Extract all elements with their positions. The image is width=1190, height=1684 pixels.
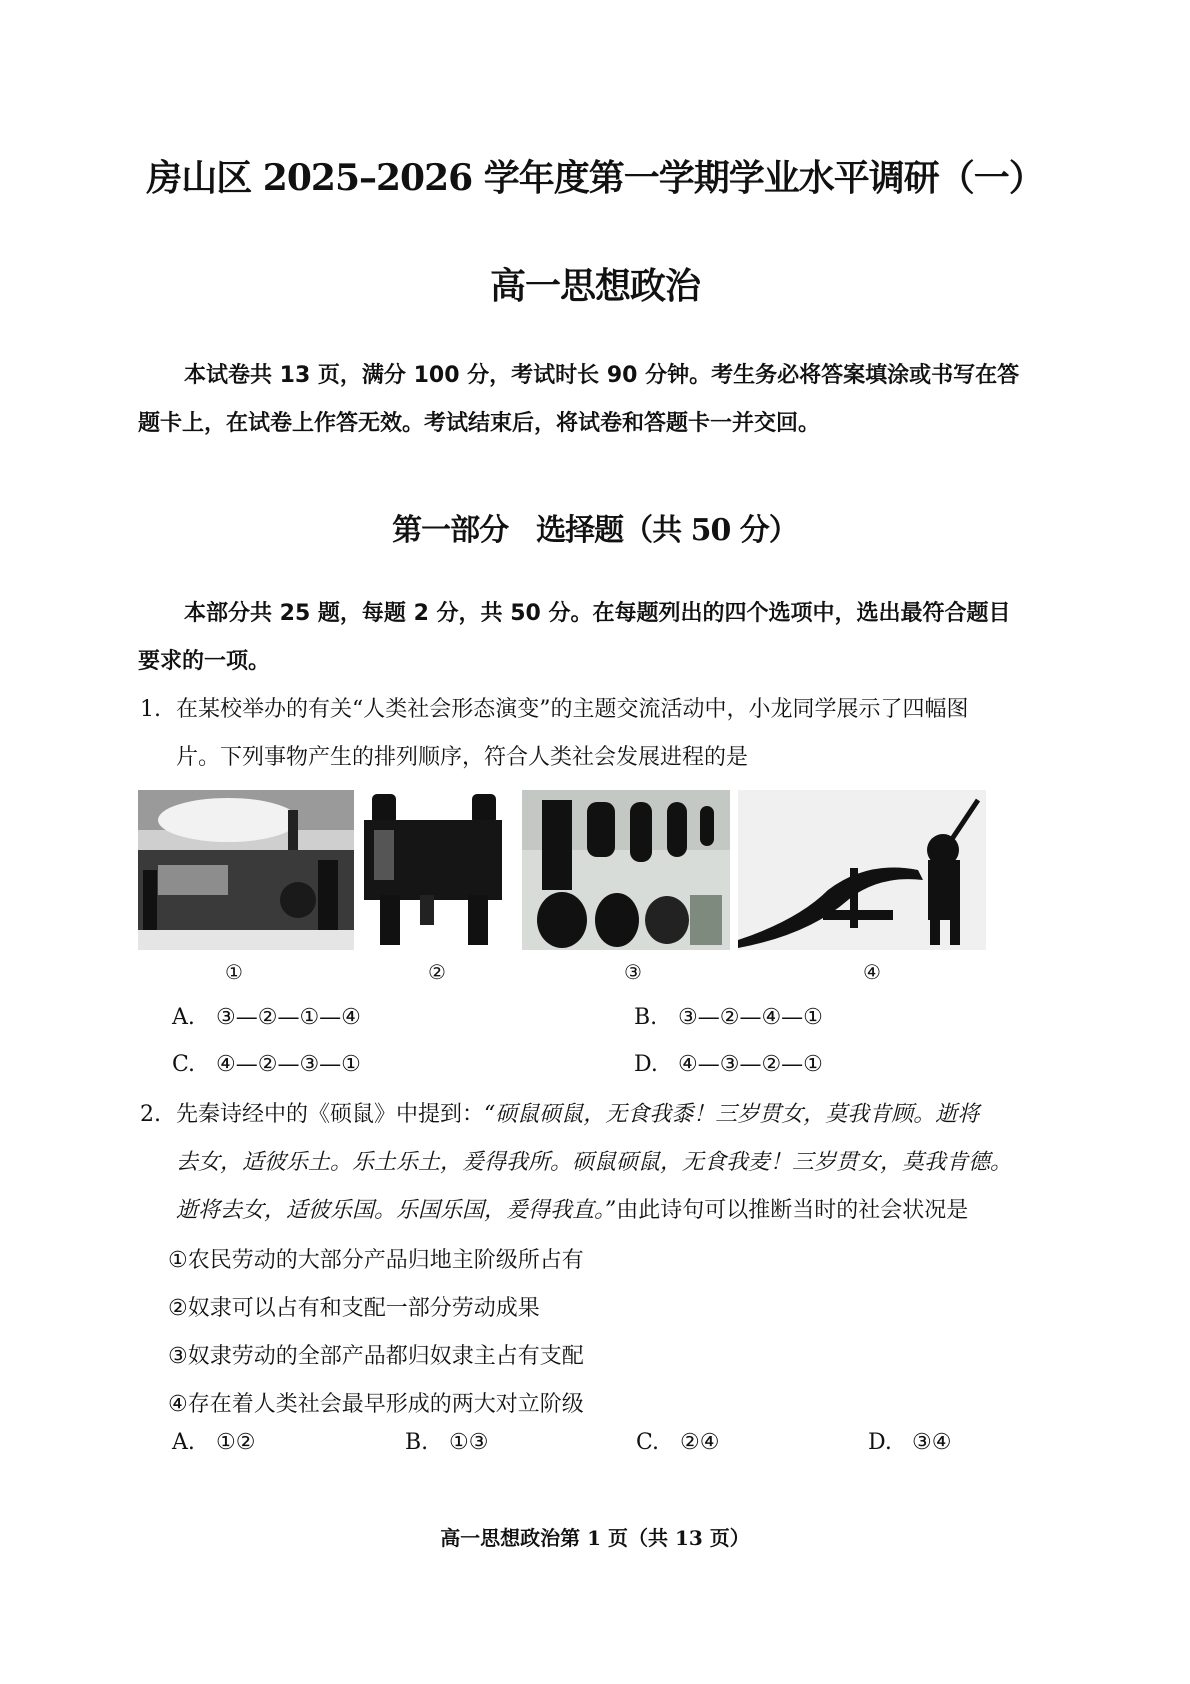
- exam-instructions: [138, 352, 1058, 448]
- question-1-images: [138, 790, 1068, 950]
- statement-3: ③奴隶劳动的全部产品都归奴隶主占有支配: [168, 1344, 584, 1369]
- option-letter: B.: [634, 1005, 658, 1030]
- option-text: ②④: [680, 1430, 720, 1455]
- poem-line-3: 逝将去女，适彼乐国。乐国乐国，爰得我直。”: [176, 1198, 617, 1223]
- question-1-stem-line-2: 片。下列事物产生的排列顺序，符合人类社会发展进程的是: [176, 745, 749, 770]
- question-2-option-d[interactable]: [868, 1430, 951, 1455]
- option-text: ③④: [912, 1430, 952, 1455]
- section-title-part: 第一部分: [392, 513, 509, 548]
- section-title: [0, 505, 1190, 549]
- image-label-4: ④: [863, 960, 881, 984]
- subject-title: 高一思想政治: [489, 265, 700, 307]
- section-intro-line-2: 要求的一项。: [138, 649, 271, 674]
- question-2-stem: [140, 1091, 1060, 1235]
- image-label-2: ②: [428, 960, 446, 984]
- question-number: 1.: [140, 697, 161, 722]
- image-label-3: ③: [624, 960, 642, 984]
- question-2-stem-prefix: 先秦诗经中的《硕鼠》中提到：: [176, 1102, 485, 1127]
- option-text: ④—②—③—①: [216, 1052, 361, 1077]
- option-letter: C.: [636, 1430, 660, 1455]
- option-text: ③—②—④—①: [678, 1005, 823, 1030]
- question-1-option-b[interactable]: [634, 1005, 823, 1030]
- bronze-ding-image: [360, 790, 506, 950]
- option-letter: A.: [172, 1005, 195, 1030]
- main-title: 房山区 2025–2026 学年度第一学期学业水平调研（一）: [146, 157, 1044, 199]
- question-2-statements: [168, 1237, 584, 1429]
- option-letter: D.: [868, 1430, 892, 1455]
- instructions-line-1: 本试卷共 13 页，满分 100 分，考试时长 90 分钟。考生务必将答案填涂或书写在答: [184, 363, 1020, 388]
- option-letter: D.: [634, 1052, 658, 1077]
- image-label-1: ①: [225, 960, 243, 984]
- option-text: ①③: [449, 1430, 489, 1455]
- section-title-type: 选择题（共 50 分）: [536, 513, 798, 548]
- statement-1: ①农民劳动的大部分产品归地主阶级所占有: [168, 1248, 584, 1273]
- statement-4: ④存在着人类社会最早形成的两大对立阶级: [168, 1392, 584, 1417]
- section-intro-line-1: 本部分共 25 题，每题 2 分，共 50 分。在每题列出的四个选项中，选出最符合题目: [184, 601, 1011, 626]
- statement-2: ②奴隶可以占有和支配一部分劳动成果: [168, 1296, 540, 1321]
- question-number: 2.: [140, 1102, 161, 1127]
- question-1-option-d[interactable]: [634, 1052, 823, 1077]
- option-text: ④—③—②—①: [678, 1052, 823, 1077]
- steam-locomotive-image: [138, 790, 354, 950]
- stone-tools-image: [522, 790, 730, 950]
- question-2-stem-suffix: 由此诗句可以推断当时的社会状况是: [616, 1198, 969, 1223]
- question-2-option-a[interactable]: [172, 1430, 255, 1455]
- question-1-stem-line-1: 在某校举办的有关“人类社会形态演变”的主题交流活动中，小龙同学展示了四幅图: [176, 697, 969, 722]
- question-1-option-c[interactable]: [172, 1052, 361, 1077]
- section-intro: [138, 590, 1058, 686]
- question-1-stem: [140, 686, 1060, 782]
- question-2-option-c[interactable]: [636, 1430, 719, 1455]
- option-letter: B.: [405, 1430, 429, 1455]
- option-letter: A.: [172, 1430, 195, 1455]
- page-footer: 高一思想政治第 1 页（共 13 页）: [440, 1526, 750, 1550]
- option-text: ①②: [216, 1430, 256, 1455]
- poem-line-1: “硕鼠硕鼠，无食我黍！三岁贯女，莫我肯顾。逝将: [484, 1102, 980, 1127]
- iron-plough-image: [738, 790, 986, 950]
- option-letter: C.: [172, 1052, 196, 1077]
- option-text: ③—②—①—④: [216, 1005, 361, 1030]
- instructions-line-2: 题卡上，在试卷上作答无效。考试结束后，将试卷和答题卡一并交回。: [138, 411, 821, 436]
- question-2-option-b[interactable]: [405, 1430, 488, 1455]
- poem-line-2: 去女，适彼乐土。乐土乐土，爰得我所。硕鼠硕鼠，无食我麦！三岁贯女，莫我肯德。: [176, 1150, 1013, 1175]
- question-1-option-a[interactable]: [172, 1005, 361, 1030]
